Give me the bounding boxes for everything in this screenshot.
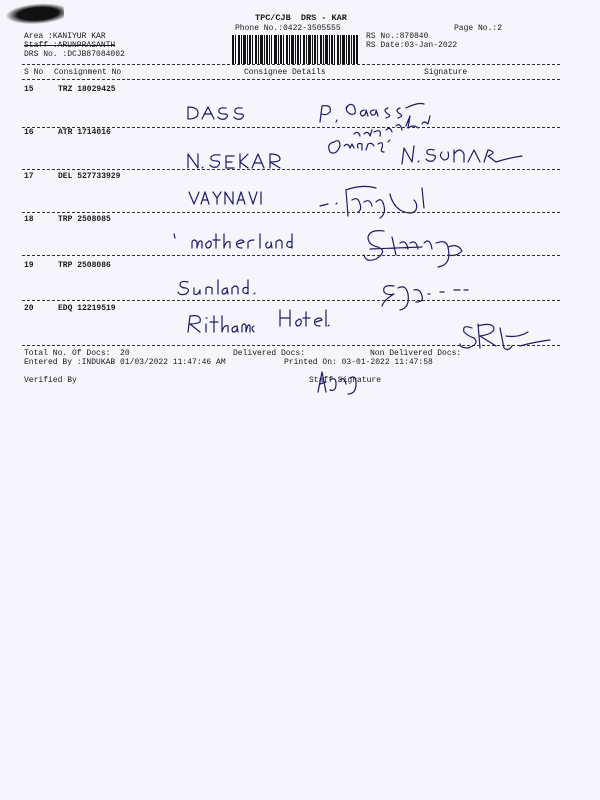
row-20-consignee-handwriting bbox=[186, 312, 256, 336]
header-rule-bottom bbox=[22, 79, 560, 80]
printed-on: Printed On: 03-01-2022 11:47:58 bbox=[284, 358, 433, 367]
delivered-docs: Delivered Docs: bbox=[233, 349, 306, 358]
row-17-consignment: DEL 527733929 bbox=[58, 172, 121, 181]
row-20-sno: 20 bbox=[24, 304, 34, 313]
document-title: TPC/CJB DRS - KAR bbox=[255, 13, 347, 23]
row-15-consignee-handwriting bbox=[186, 103, 256, 123]
header-rule-top bbox=[22, 64, 560, 65]
non-delivered-docs: Non Delivered Docs: bbox=[370, 349, 462, 358]
row-20-signature bbox=[458, 318, 554, 354]
row-17-sno: 17 bbox=[24, 172, 34, 181]
staff-signature-label: Staff Signature bbox=[309, 376, 382, 385]
entered-by: Entered By :INDUKAB 01/03/2022 11:47:46 AM bbox=[24, 358, 226, 367]
row-18-consignee-handwriting bbox=[172, 230, 302, 252]
row-17-rule bbox=[22, 212, 560, 213]
total-docs: Total No. Of Docs: 20 bbox=[24, 349, 130, 358]
row-19-consignment: TRP 2508086 bbox=[58, 261, 111, 270]
row-19-consignee-handwriting bbox=[176, 276, 260, 300]
row-19-sno: 19 bbox=[24, 261, 34, 270]
ink-blot bbox=[5, 2, 64, 26]
row-15-sno: 15 bbox=[24, 85, 34, 94]
row-18-sno: 18 bbox=[24, 215, 34, 224]
row-15-consignment: TRZ 18029425 bbox=[58, 85, 116, 94]
row-16-consignment: ATR 1714016 bbox=[58, 128, 111, 137]
row-16-sno: 16 bbox=[24, 128, 34, 137]
row-16-rule bbox=[22, 169, 560, 170]
row-20-rule bbox=[22, 345, 560, 346]
rs-number: RS No.:870840 bbox=[366, 32, 429, 41]
row-17-signature bbox=[318, 180, 448, 220]
row-19-signature bbox=[380, 278, 470, 314]
row-20-hotel-handwriting bbox=[278, 308, 330, 330]
row-18-rule bbox=[22, 255, 560, 256]
row-20-consignment: EDQ 12219519 bbox=[58, 304, 116, 313]
drs-number: DRS No. :DCJB87084002 bbox=[24, 50, 125, 59]
barcode bbox=[232, 35, 358, 64]
phone-number: Phone No.:0422-3505555 bbox=[235, 24, 341, 33]
col-header-sno: S No bbox=[24, 68, 44, 77]
row-18-signature bbox=[362, 225, 466, 269]
page-number: Page No.:2 bbox=[454, 24, 503, 33]
col-header-signature: Signature bbox=[424, 68, 468, 77]
rs-date: RS Date:03-Jan-2022 bbox=[366, 41, 458, 50]
staff-signature-scribble bbox=[314, 366, 364, 396]
row-18-consignment: TRP 2508085 bbox=[58, 215, 111, 224]
area-label: Area :KANIYUR KAR bbox=[24, 32, 106, 41]
staff-label: Staff :ARUNPRASANTH bbox=[24, 41, 116, 50]
col-header-consignee: Consignee Details bbox=[244, 68, 326, 77]
verified-by-label: Verified By bbox=[24, 376, 77, 385]
row-17-consignee-handwriting bbox=[187, 190, 267, 206]
col-header-consignment: Consignment No bbox=[54, 68, 122, 77]
row-19-rule bbox=[22, 300, 560, 301]
row-16-signature bbox=[398, 144, 526, 166]
